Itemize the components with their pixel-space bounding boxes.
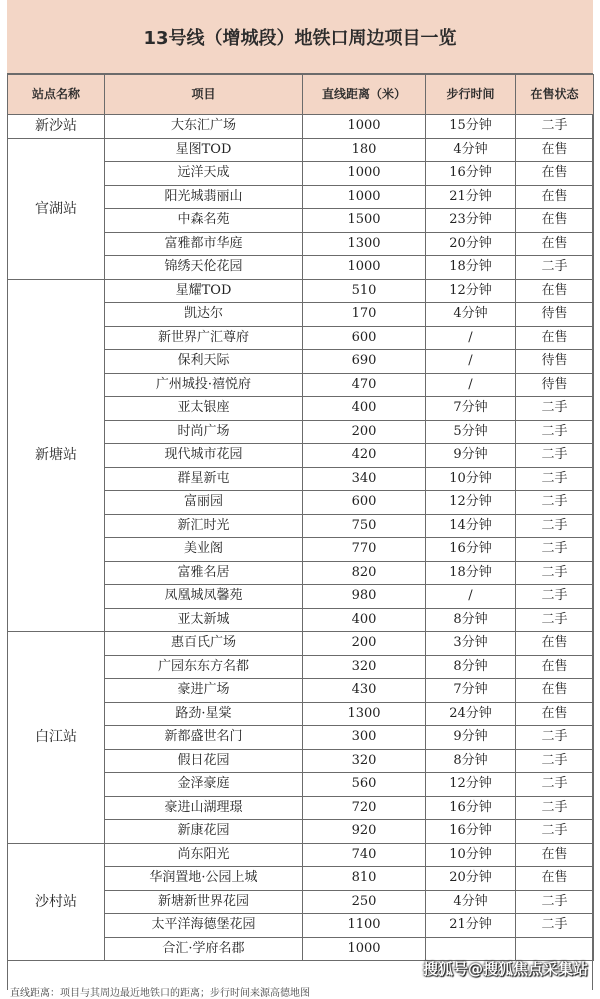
- sale-status-cell: 在售: [516, 209, 594, 233]
- sale-status-cell: 在售: [516, 679, 594, 703]
- footnote: 直线距离：项目与其周边最近地铁口的距离；步行时间来源高德地图: [10, 988, 310, 999]
- sale-status-cell: [516, 937, 594, 961]
- walk-time-cell: /: [426, 350, 516, 374]
- header-project: 项目: [105, 75, 303, 115]
- sale-status-cell: 二手: [516, 773, 594, 797]
- distance-cell: 920: [303, 820, 426, 844]
- walk-time-cell: [426, 937, 516, 961]
- distance-cell: 690: [303, 350, 426, 374]
- walk-time-cell: 8分钟: [426, 749, 516, 773]
- walk-time-cell: 18分钟: [426, 256, 516, 280]
- project-cell: 保利天际: [105, 350, 303, 374]
- distance-cell: 600: [303, 326, 426, 350]
- project-cell: 锦绣天伦花园: [105, 256, 303, 280]
- project-cell: 星图TOD: [105, 138, 303, 162]
- project-cell: 凤凰城凤馨苑: [105, 585, 303, 609]
- project-cell: 尚东阳光: [105, 843, 303, 867]
- sale-status-cell: 二手: [516, 914, 594, 938]
- sale-status-cell: 二手: [516, 726, 594, 750]
- walk-time-cell: 21分钟: [426, 185, 516, 209]
- sale-status-cell: 二手: [516, 608, 594, 632]
- distance-cell: 770: [303, 538, 426, 562]
- distance-cell: 1100: [303, 914, 426, 938]
- sale-status-cell: 二手: [516, 444, 594, 468]
- table-row: [8, 279, 594, 303]
- project-cell: 现代城市花园: [105, 444, 303, 468]
- sale-status-cell: 在售: [516, 843, 594, 867]
- walk-time-cell: 16分钟: [426, 162, 516, 186]
- project-cell: 星耀TOD: [105, 279, 303, 303]
- project-cell: 路劲·星棠: [105, 702, 303, 726]
- project-cell: 新康花园: [105, 820, 303, 844]
- sale-status-cell: 二手: [516, 256, 594, 280]
- walk-time-cell: 4分钟: [426, 890, 516, 914]
- sale-status-cell: 待售: [516, 350, 594, 374]
- walk-time-cell: 7分钟: [426, 397, 516, 421]
- sale-status-cell: 二手: [516, 115, 594, 139]
- distance-cell: 400: [303, 608, 426, 632]
- walk-time-cell: /: [426, 373, 516, 397]
- sale-status-cell: 在售: [516, 279, 594, 303]
- distance-cell: 510: [303, 279, 426, 303]
- distance-cell: 720: [303, 796, 426, 820]
- walk-time-cell: 9分钟: [426, 726, 516, 750]
- walk-time-cell: /: [426, 326, 516, 350]
- distance-cell: 820: [303, 561, 426, 585]
- station-name-cell: 官湖站: [8, 138, 105, 279]
- station-name-cell: 沙村站: [8, 843, 105, 961]
- page-title: 13号线（增城段）地铁口周边项目一览: [7, 0, 593, 74]
- sale-status-cell: 待售: [516, 303, 594, 327]
- walk-time-cell: 12分钟: [426, 279, 516, 303]
- table-row: [8, 115, 594, 139]
- header-station: 站点名称: [8, 75, 105, 115]
- table-row: [8, 843, 594, 867]
- station-name-cell: 新沙站: [8, 115, 105, 139]
- walk-time-cell: 20分钟: [426, 867, 516, 891]
- walk-time-cell: 15分钟: [426, 115, 516, 139]
- distance-cell: 1000: [303, 256, 426, 280]
- walk-time-cell: 4分钟: [426, 138, 516, 162]
- sale-status-cell: 在售: [516, 632, 594, 656]
- table-row: [8, 632, 594, 656]
- walk-time-cell: 16分钟: [426, 796, 516, 820]
- project-table: [7, 74, 594, 961]
- sale-status-cell: 待售: [516, 373, 594, 397]
- walk-time-cell: 12分钟: [426, 773, 516, 797]
- sale-status-cell: 二手: [516, 491, 594, 515]
- distance-cell: 1000: [303, 937, 426, 961]
- walk-time-cell: 5分钟: [426, 420, 516, 444]
- distance-cell: 600: [303, 491, 426, 515]
- project-cell: 凯达尔: [105, 303, 303, 327]
- watermark: 搜狐号@搜狐焦点采集站: [422, 960, 588, 978]
- project-cell: 豪进广场: [105, 679, 303, 703]
- header-distance: 直线距离（米）: [303, 75, 426, 115]
- project-cell: 合汇·学府名郡: [105, 937, 303, 961]
- distance-cell: 200: [303, 632, 426, 656]
- sale-status-cell: 二手: [516, 890, 594, 914]
- project-cell: 富丽园: [105, 491, 303, 515]
- distance-cell: 560: [303, 773, 426, 797]
- project-cell: 广州城投·禧悦府: [105, 373, 303, 397]
- walk-time-cell: 21分钟: [426, 914, 516, 938]
- walk-time-cell: 7分钟: [426, 679, 516, 703]
- table-row: [8, 138, 594, 162]
- walk-time-cell: 16分钟: [426, 538, 516, 562]
- distance-cell: 1000: [303, 185, 426, 209]
- walk-time-cell: /: [426, 585, 516, 609]
- sale-status-cell: 二手: [516, 420, 594, 444]
- station-name-cell: 白江站: [8, 632, 105, 844]
- distance-cell: 340: [303, 467, 426, 491]
- distance-cell: 980: [303, 585, 426, 609]
- distance-cell: 300: [303, 726, 426, 750]
- sale-status-cell: 二手: [516, 796, 594, 820]
- project-cell: 太平洋海德堡花园: [105, 914, 303, 938]
- sale-status-cell: 二手: [516, 397, 594, 421]
- station-name-cell: 新塘站: [8, 279, 105, 632]
- walk-time-cell: 18分钟: [426, 561, 516, 585]
- project-cell: 新都盛世名门: [105, 726, 303, 750]
- project-cell: 华润置地·公园上城: [105, 867, 303, 891]
- walk-time-cell: 8分钟: [426, 608, 516, 632]
- walk-time-cell: 16分钟: [426, 820, 516, 844]
- project-cell: 美业阁: [105, 538, 303, 562]
- project-cell: 新世界广汇尊府: [105, 326, 303, 350]
- walk-time-cell: 8分钟: [426, 655, 516, 679]
- sale-status-cell: 二手: [516, 538, 594, 562]
- project-cell: 时尚广场: [105, 420, 303, 444]
- distance-cell: 430: [303, 679, 426, 703]
- project-cell: 新汇时光: [105, 514, 303, 538]
- sale-status-cell: 在售: [516, 655, 594, 679]
- walk-time-cell: 9分钟: [426, 444, 516, 468]
- distance-cell: 810: [303, 867, 426, 891]
- header-walk-time: 步行时间: [426, 75, 516, 115]
- project-cell: 惠百氏广场: [105, 632, 303, 656]
- project-cell: 亚太新城: [105, 608, 303, 632]
- header-row: [8, 75, 594, 115]
- project-cell: 富雅都市华庭: [105, 232, 303, 256]
- sale-status-cell: 二手: [516, 820, 594, 844]
- distance-cell: 1000: [303, 115, 426, 139]
- walk-time-cell: 3分钟: [426, 632, 516, 656]
- sale-status-cell: 二手: [516, 467, 594, 491]
- sale-status-cell: 在售: [516, 867, 594, 891]
- distance-cell: 420: [303, 444, 426, 468]
- sale-status-cell: 二手: [516, 749, 594, 773]
- distance-cell: 1500: [303, 209, 426, 233]
- distance-cell: 470: [303, 373, 426, 397]
- walk-time-cell: 20分钟: [426, 232, 516, 256]
- header-sale-status: 在售状态: [516, 75, 594, 115]
- project-cell: 假日花园: [105, 749, 303, 773]
- walk-time-cell: 4分钟: [426, 303, 516, 327]
- distance-cell: 1000: [303, 162, 426, 186]
- project-cell: 阳光城翡丽山: [105, 185, 303, 209]
- project-cell: 金泽豪庭: [105, 773, 303, 797]
- project-cell: 广园东东方名都: [105, 655, 303, 679]
- distance-cell: 200: [303, 420, 426, 444]
- walk-time-cell: 10分钟: [426, 843, 516, 867]
- project-cell: 远洋天成: [105, 162, 303, 186]
- project-cell: 富雅名居: [105, 561, 303, 585]
- sale-status-cell: 二手: [516, 585, 594, 609]
- sale-status-cell: 二手: [516, 561, 594, 585]
- walk-time-cell: 24分钟: [426, 702, 516, 726]
- project-cell: 豪进山湖理璟: [105, 796, 303, 820]
- distance-cell: 1300: [303, 702, 426, 726]
- project-cell: 新塘新世界花园: [105, 890, 303, 914]
- sale-status-cell: 在售: [516, 185, 594, 209]
- walk-time-cell: 10分钟: [426, 467, 516, 491]
- distance-cell: 320: [303, 749, 426, 773]
- distance-cell: 170: [303, 303, 426, 327]
- distance-cell: 1300: [303, 232, 426, 256]
- project-cell: 亚太银座: [105, 397, 303, 421]
- distance-cell: 750: [303, 514, 426, 538]
- distance-cell: 180: [303, 138, 426, 162]
- project-cell: 群星新屯: [105, 467, 303, 491]
- distance-cell: 250: [303, 890, 426, 914]
- sale-status-cell: 在售: [516, 232, 594, 256]
- project-cell: 大东汇广场: [105, 115, 303, 139]
- walk-time-cell: 12分钟: [426, 491, 516, 515]
- walk-time-cell: 23分钟: [426, 209, 516, 233]
- sale-status-cell: 在售: [516, 162, 594, 186]
- distance-cell: 740: [303, 843, 426, 867]
- sale-status-cell: 在售: [516, 326, 594, 350]
- sale-status-cell: 在售: [516, 138, 594, 162]
- project-cell: 中森名苑: [105, 209, 303, 233]
- table-body: [8, 115, 594, 961]
- walk-time-cell: 14分钟: [426, 514, 516, 538]
- sale-status-cell: 在售: [516, 702, 594, 726]
- sale-status-cell: 二手: [516, 514, 594, 538]
- distance-cell: 400: [303, 397, 426, 421]
- distance-cell: 320: [303, 655, 426, 679]
